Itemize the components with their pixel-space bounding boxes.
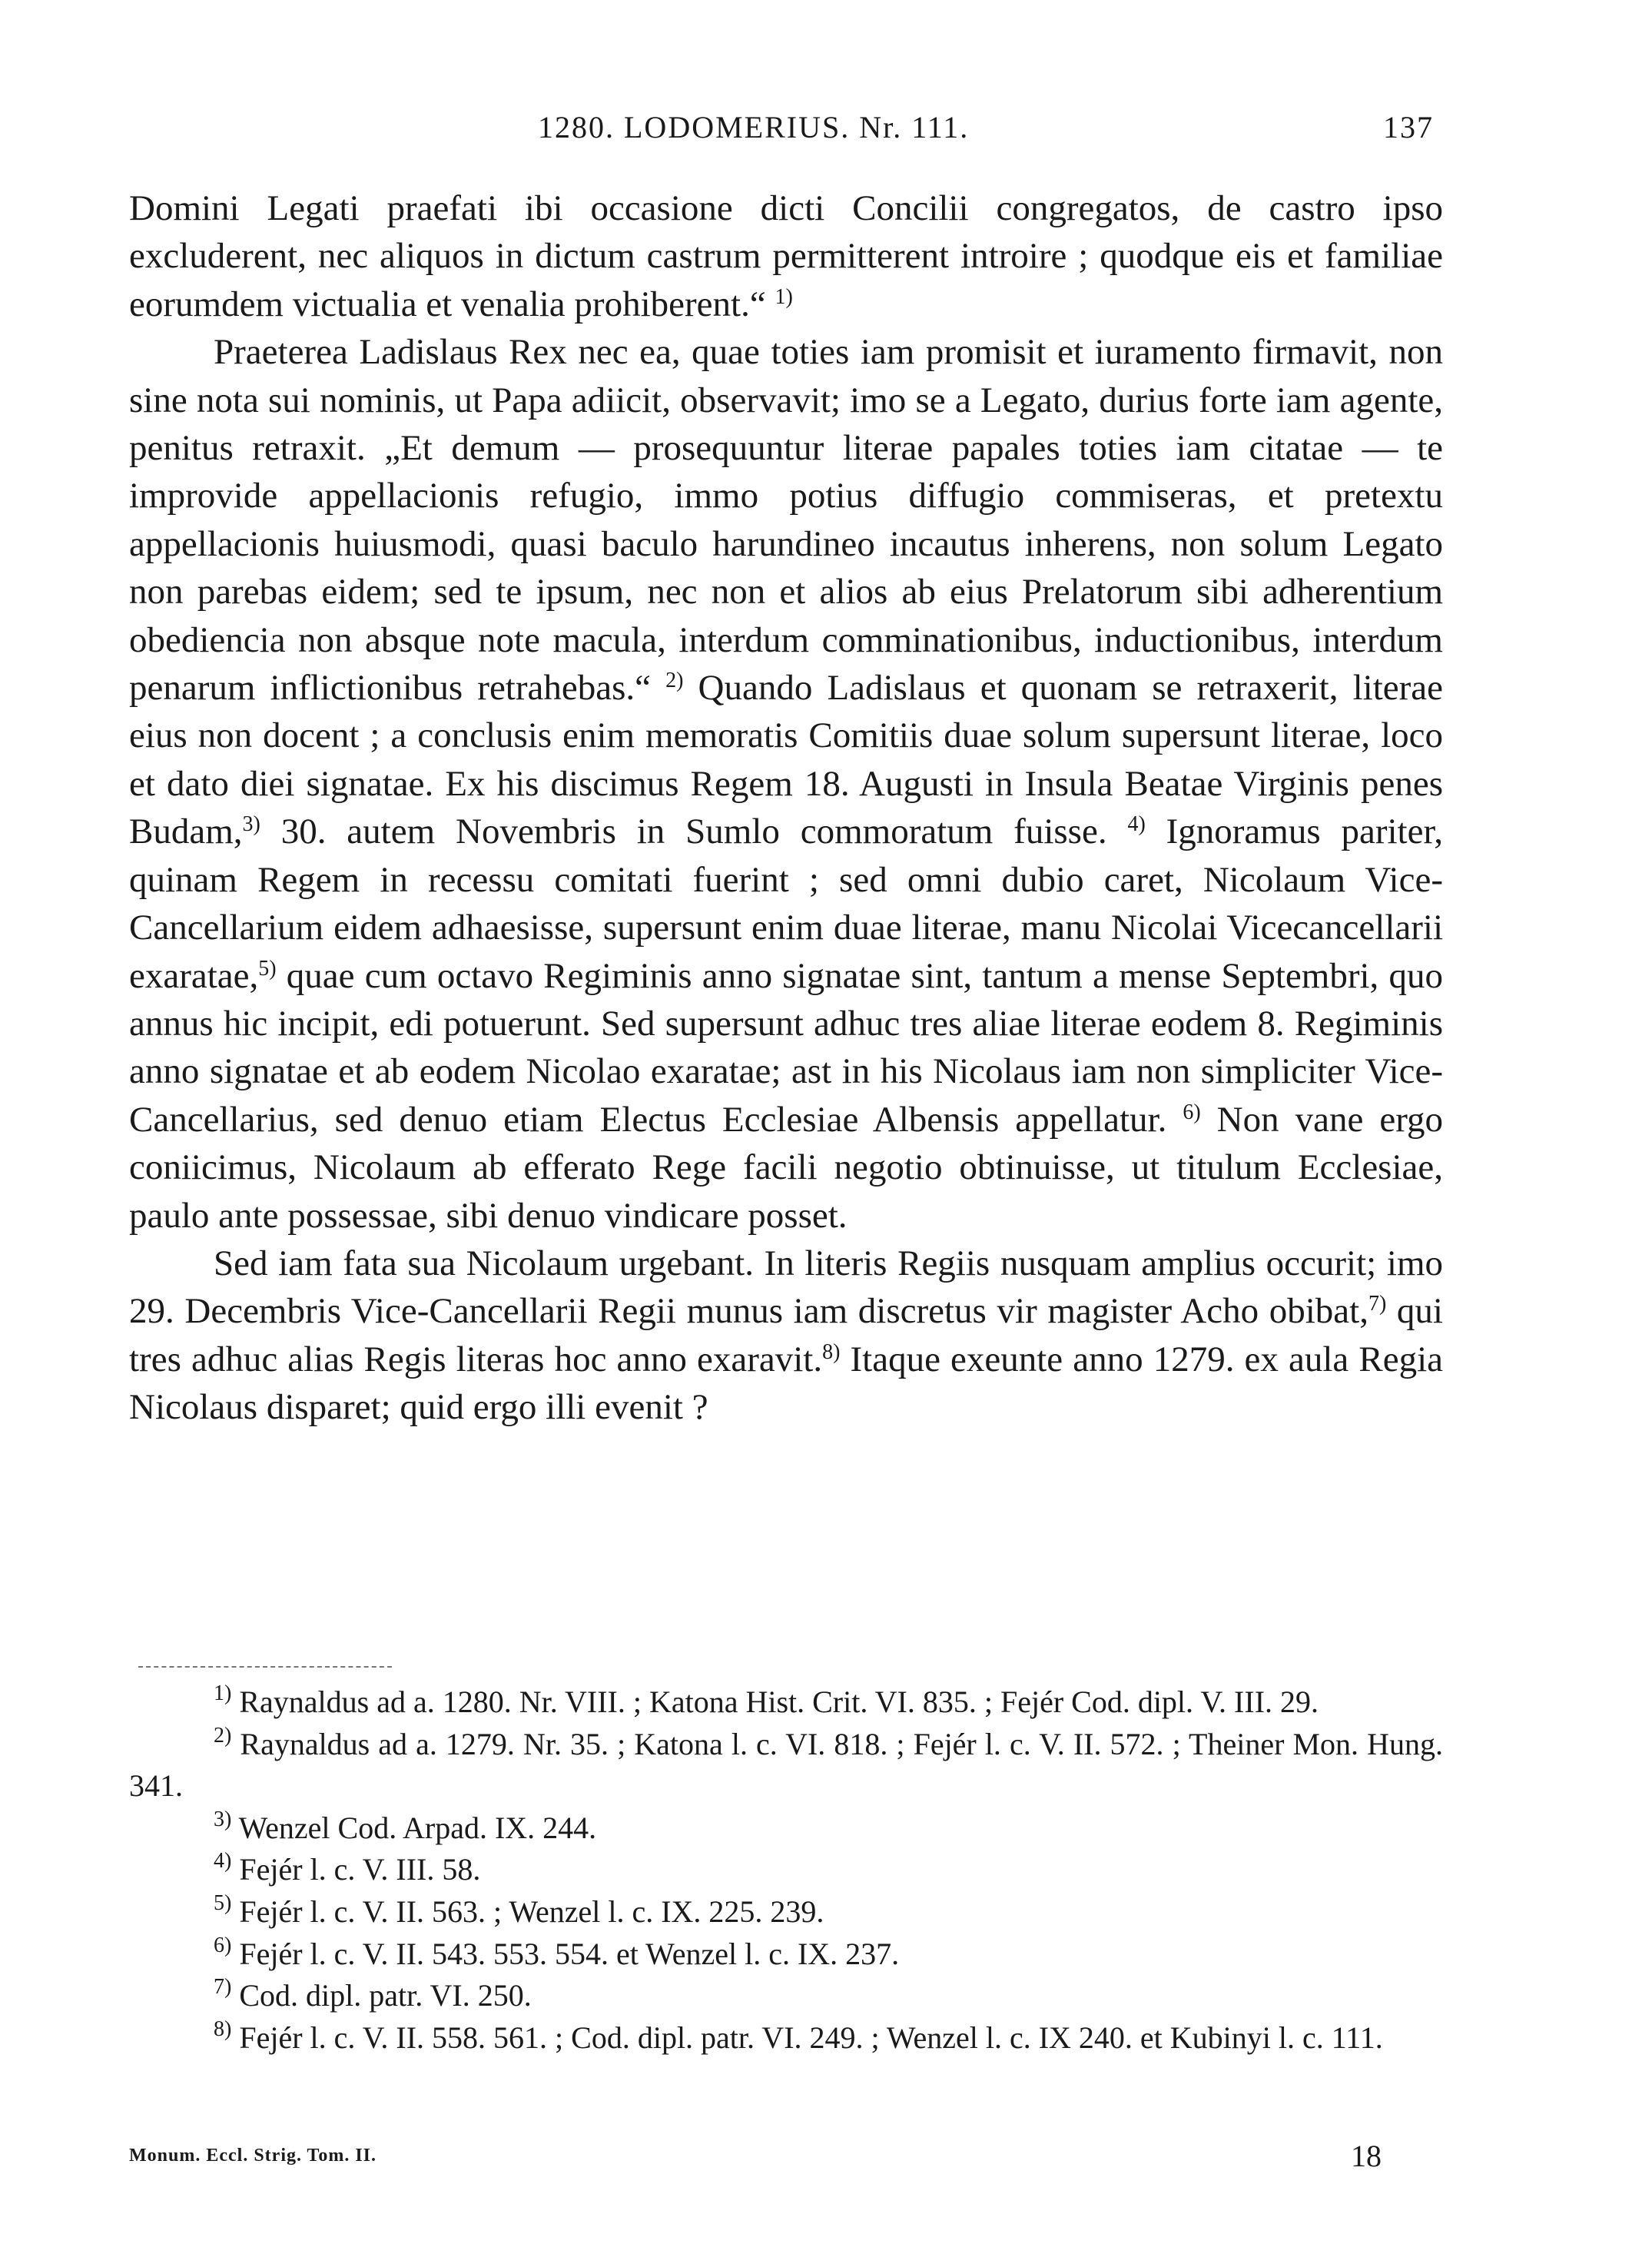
footnote-5	[129, 1891, 1443, 1933]
footnote-8	[129, 2017, 1443, 2060]
footnote-3	[129, 1807, 1443, 1850]
footnote-ref-7: 7)	[1368, 1292, 1387, 1316]
footnote-mark: 5)	[214, 1890, 232, 1915]
footnote-4	[129, 1849, 1443, 1891]
footnotes	[129, 1681, 1443, 2059]
paragraph-2-text-a: Praeterea Ladislaus Rex nec ea, quae toties iam promisit et iuramento firmavit, non sine nota sui nominis, ut Papa adiicit, observavit; imo se a Legato, durius forte iam agente, penitus retraxit. „Et demum — prosequuntur literae papales toties iam citatae — te improvide appellacionis refugio, immo potius diffugio commiseras, et pretextu appellacionis huiusmodi, quasi baculo harundineo incautus inherens, non solum Legato non parebas eidem; sed te ipsum, nec non et alios ab eius Prelatorum sibi adherentium obediencia non absque note macula, interdum comminationibus, inductionibus, interdum penarum inflictionibus retrahebas.“	[129, 332, 1443, 709]
footnote-6	[129, 1933, 1443, 1976]
paragraph-2	[129, 328, 1443, 1240]
footnote-ref-2: 2)	[665, 669, 684, 693]
signature-line: Monum. Eccl. Strig. Tom. II.	[129, 2146, 377, 2166]
footnote-ref-5: 5)	[258, 956, 277, 981]
footnote-separator	[138, 1666, 392, 1668]
footnote-mark: 8)	[214, 2016, 232, 2041]
footnote-text: Fejér l. c. V. II. 558. 561. ; Cod. dipl. patr. VI. 249. ; Wenzel l. c. IX 240. et Kubinyi l. c. 111.	[231, 2020, 1383, 2055]
running-title: 1280. LODOMERIUS. Nr. 111.	[538, 110, 970, 144]
paragraph-1	[129, 184, 1443, 328]
running-head	[0, 109, 1652, 155]
footnote-text: Wenzel Cod. Arpad. IX. 244.	[231, 1810, 597, 1845]
paragraph-3-text-a: Sed iam fata sua Nicolaum urgebant. In literis Regiis nusquam amplius occurit; imo 29. Decembris Vice-Cancellarii Regii munus iam discretus vir magister Acho obibat,	[129, 1243, 1443, 1332]
footnote-mark: 2)	[214, 1723, 232, 1748]
footnote-2	[129, 1724, 1443, 1807]
paragraph-2-text-d: Ignoramus pariter, quinam Regem in recessu comitati fuerint ; sed omni dubio caret, Nicolaum Vice-Cancellarium eidem adhaesisse, supersunt enim duae literae, manu Nicolai Vicecancellarii exaratae,	[129, 812, 1443, 996]
page-number: 137	[1383, 110, 1434, 144]
paragraph-3-text-c: Itaque exeunte anno 1279. ex aula Regia Nicolaus disparet; quid ergo illi evenit ?	[129, 1339, 1443, 1428]
footnote-mark: 4)	[214, 1849, 232, 1874]
paragraph-2-text-c: 30. autem Novembris in Sumlo commoratum fuisse.	[260, 812, 1128, 852]
paragraph-2-text-b: Quando Ladislaus et quonam se retraxerit, literae eius non docent ; a conclusis enim memoratis Comitiis duae solum supersunt literae, loco et dato diei signatae. Ex his discimus Regem 18. Augusti in Insula Beatae Virginis penes Budam,	[129, 668, 1443, 852]
paragraph-3-text-b: qui tres adhuc alias Regis literas hoc anno exaravit.	[129, 1291, 1443, 1379]
sheet-number: 18	[1351, 2139, 1382, 2173]
footnote-text: Fejér l. c. V. II. 543. 553. 554. et Wenzel l. c. IX. 237.	[231, 1936, 900, 1971]
paragraph-2-text-e: quae cum octavo Regiminis anno signatae sint, tantum a mense Septembri, quo annus hic incipit, edi potuerunt. Sed supersunt adhuc tres aliae literae eodem 8. Regiminis anno signatae et ab eodem Nicolao exaratae; ast in his Nicolaus iam non simpliciter Vice-Cancellarius, sed denuo etiam Electus Ecclesiae Albensis appellatur.	[129, 955, 1443, 1140]
footnote-mark: 3)	[214, 1807, 232, 1831]
footnote-text: Raynaldus ad a. 1280. Nr. VIII. ; Katona Hist. Crit. VI. 835. ; Fejér Cod. dipl. V. III. 29.	[231, 1684, 1319, 1719]
main-text	[129, 184, 1443, 1432]
paragraph-2-text-f: Non vane ergo coniicimus, Nicolaum ab efferato Rege facili negotio obtinuisse, ut titulum Ecclesiae, paulo ante possessae, sibi denuo vindicare posset.	[129, 1099, 1444, 1236]
footnote-ref-1: 1)	[775, 284, 793, 309]
footnote-ref-4: 4)	[1127, 812, 1146, 837]
footnote-text: Raynaldus ad a. 1279. Nr. 35. ; Katona l. c. VI. 818. ; Fejér l. c. V. II. 572. ; Theiner Mon. Hung. 341.	[129, 1726, 1443, 1804]
footnote-7	[129, 1975, 1443, 2017]
footnote-1	[129, 1681, 1443, 1724]
footnote-mark: 7)	[214, 1975, 232, 2000]
footnote-mark: 6)	[214, 1933, 232, 1957]
footnote-ref-8: 8)	[822, 1339, 841, 1364]
footnote-text: Fejér l. c. V. III. 58.	[231, 1852, 481, 1887]
footnote-ref-3: 3)	[242, 812, 260, 837]
paragraph-1-text: Domini Legati praefati ibi occasione dicti Concilii congregatos, de castro ipso excluderent, nec aliquos in dictum castrum permitterent introire ; quodque eis et familiae eorumdem victualia et venalia prohiberent.“	[129, 188, 1443, 324]
footnote-mark: 1)	[214, 1681, 232, 1705]
paragraph-3	[129, 1240, 1443, 1432]
footnote-ref-6: 6)	[1183, 1100, 1201, 1124]
page-footer	[0, 2138, 1652, 2176]
footnote-text: Cod. dipl. patr. VI. 250.	[231, 1978, 532, 2013]
footnote-text: Fejér l. c. V. II. 563. ; Wenzel l. c. IX. 225. 239.	[231, 1894, 824, 1929]
